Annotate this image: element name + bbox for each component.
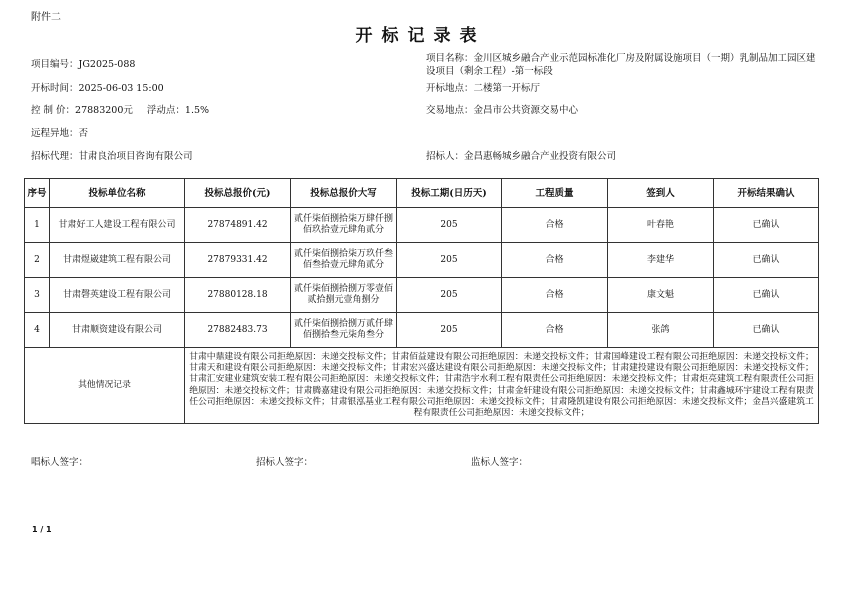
cell-price: 27874891.42	[185, 208, 291, 243]
float-value: 1.5%	[184, 105, 210, 116]
supervisor-signature-label: 监标人签字：	[471, 457, 529, 468]
cell-no: 3	[25, 278, 50, 313]
agent-label: 招标代理：	[31, 151, 79, 162]
header-cell-quality: 工程质量	[502, 179, 608, 208]
other-info-row	[25, 348, 819, 424]
header-cell-price: 投标总报价(元)	[185, 179, 291, 208]
header-cell-confirm: 开标结果确认	[714, 179, 819, 208]
cell-quality: 合格	[502, 278, 608, 313]
cell-no: 4	[25, 313, 50, 348]
agent-value: 甘肃良治项目咨询有限公司	[78, 151, 193, 162]
header-cell-price-upper: 投标总报价大写	[291, 179, 397, 208]
trade-place-label: 交易地点：	[426, 105, 474, 116]
cell-price: 27879331.42	[185, 243, 291, 278]
attachment-label: 附件二	[31, 12, 61, 23]
table-row	[25, 208, 819, 243]
open-place-line	[426, 82, 540, 95]
header-cell-signer: 签到人	[608, 179, 714, 208]
table-row	[25, 243, 819, 278]
control-price-line	[31, 104, 209, 117]
bid-record-table	[24, 178, 819, 424]
cell-period: 205	[397, 278, 502, 313]
remote-line	[31, 127, 88, 140]
open-place-value: 二楼第一开标厅	[473, 83, 541, 94]
project-name-label: 项目名称：	[426, 53, 474, 64]
other-info-label: 其他情况记录	[25, 348, 185, 424]
header-cell-no: 序号	[25, 179, 50, 208]
open-time-line	[31, 82, 164, 95]
remote-label: 远程异地：	[31, 128, 79, 139]
cell-period: 205	[397, 208, 502, 243]
table-row	[25, 278, 819, 313]
float-label: 浮动点：	[146, 105, 185, 116]
cell-price: 27882483.73	[185, 313, 291, 348]
cell-confirm: 已确认	[714, 278, 819, 313]
cell-confirm: 已确认	[714, 208, 819, 243]
cell-price-upper: 贰仟柒佰捌拾柒万玖仟叁佰叁拾壹元肆角贰分	[291, 243, 397, 278]
cell-quality: 合格	[502, 313, 608, 348]
open-time-value: 2025-06-03 15:00	[78, 83, 164, 94]
cell-price-upper: 贰仟柒佰捌拾捌万贰仟肆佰捌拾叁元柒角叁分	[291, 313, 397, 348]
reader-signature-label: 唱标人签字：	[31, 457, 89, 468]
control-price-label: 控 制 价：	[31, 105, 76, 116]
cell-period: 205	[397, 313, 502, 348]
tenderer-label: 招标人：	[426, 151, 465, 162]
open-time-label: 开标时间：	[31, 83, 79, 94]
cell-confirm: 已确认	[714, 313, 819, 348]
header-cell-period: 投标工期(日历天)	[397, 179, 502, 208]
agent-line	[31, 150, 193, 163]
cell-company: 甘肃好工人建设工程有限公司	[50, 208, 185, 243]
header-cell-company: 投标单位名称	[50, 179, 185, 208]
page-indicator: 1 / 1	[32, 525, 52, 534]
cell-company: 甘肃顺资建设有限公司	[50, 313, 185, 348]
cell-price: 27880128.18	[185, 278, 291, 313]
cell-price-upper: 贰仟柒佰捌拾柒万肆仟捌佰玖拾壹元肆角贰分	[291, 208, 397, 243]
cell-company: 甘肃磬英建设工程有限公司	[50, 278, 185, 313]
trade-place-line	[426, 104, 578, 117]
tenderer-signature-label: 招标人签字：	[256, 457, 314, 468]
control-price-value: 27883200元	[75, 105, 133, 116]
tenderer-value: 金昌惠畅城乡融合产业投资有限公司	[464, 151, 617, 162]
cell-no: 2	[25, 243, 50, 278]
table-row	[25, 313, 819, 348]
trade-place-value: 金昌市公共资源交易中心	[473, 105, 579, 116]
cell-quality: 合格	[502, 243, 608, 278]
page-title: 开标记录表	[355, 26, 486, 46]
cell-signer: 李建华	[608, 243, 714, 278]
cell-signer: 叶春艳	[608, 208, 714, 243]
cell-period: 205	[397, 243, 502, 278]
tenderer-line	[426, 150, 616, 163]
project-name-value: 金川区城乡融合产业示范园标准化厂房及附属设施项目（一期）乳制品加工园区建设项目（剩余工程）-第一标段	[426, 53, 816, 77]
cell-quality: 合格	[502, 208, 608, 243]
other-info-text: 甘肃中鼎建设有限公司拒绝原因：未递交投标文件；甘肃佰益建设有限公司拒绝原因：未递交投标文件；甘肃国峰建设工程有限公司拒绝原因：未递交投标文件；甘肃天和建设有限公司拒绝原因：未递交投标文件；甘肃宏兴盛达建设有限公司拒绝原因：未递交投标文件；甘肃建投建设有限公司拒绝原因：未递交投标文件；甘肃汇安建业建筑安装工程有限公司拒绝原因：未递交投标文件；甘肃浩宇水利工程有限责任公司拒绝原因：未递交投标文件；甘肃炬亮建筑工程有限责任公司拒绝原因：未递交投标文件；甘肃腾嘉建设有限公司拒绝原因：未递交投标文件；甘肃金轩建设有限公司拒绝原因：未递交投标文件；甘肃鑫城环宇建设工程有限责任公司拒绝原因：未递交投标文件；甘肃银泓基业工程有限公司拒绝原因：未递交投标文件；甘肃隆凯建设有限公司拒绝原因：未递交投标文件；金昌兴盛建筑工程有限责任公司拒绝原因：未递交投标文件；	[185, 348, 819, 424]
open-place-label: 开标地点：	[426, 83, 474, 94]
cell-company: 甘肃煜崴建筑工程有限公司	[50, 243, 185, 278]
project-no-label: 项目编号：	[31, 59, 79, 70]
cell-confirm: 已确认	[714, 243, 819, 278]
cell-signer: 康文魁	[608, 278, 714, 313]
project-no-line	[31, 58, 135, 71]
table-header-row	[25, 179, 819, 208]
cell-price-upper: 贰仟柒佰捌拾捌万零壹佰贰拾捌元壹角捌分	[291, 278, 397, 313]
project-no-value: JG2025-088	[78, 59, 136, 70]
cell-signer: 张鸽	[608, 313, 714, 348]
project-name-line	[426, 52, 818, 78]
remote-value: 否	[78, 128, 89, 139]
cell-no: 1	[25, 208, 50, 243]
